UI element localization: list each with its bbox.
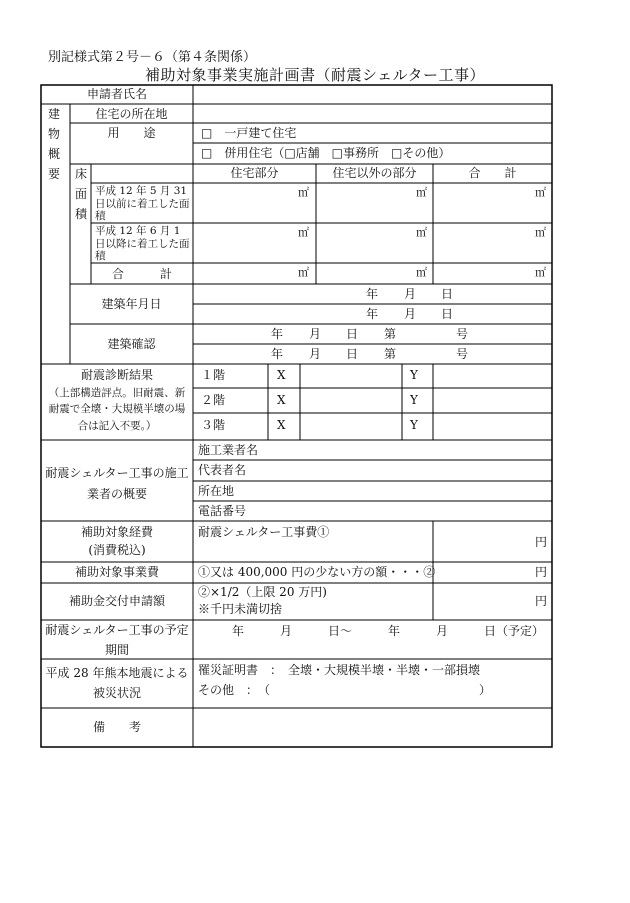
- use-label: 用 途: [107, 126, 156, 140]
- seismic-label: 耐震診断結果: [80, 368, 153, 382]
- applicant-name-field[interactable]: [194, 86, 551, 103]
- area-unit: ㎡: [535, 266, 546, 279]
- applicant-name-label: 申請者氏名: [86, 87, 147, 101]
- confirmation-no-prefix: 第: [384, 347, 397, 361]
- date-year: 年: [366, 287, 379, 301]
- floor-area-label-char-3: 積: [75, 207, 88, 221]
- floor-area-label-char-1: 床: [75, 167, 88, 181]
- section-label-char-3: 概: [48, 147, 61, 161]
- remarks-label: 備 考: [92, 720, 141, 734]
- seismic-floor-2: ２階: [201, 393, 226, 407]
- row-label-area-total: 合 計: [111, 267, 172, 281]
- eligible-cost-tax-note: (消費税込): [88, 543, 146, 557]
- damage-label: 平成 28 年熊本地震による被災状況: [45, 666, 189, 701]
- construction-date-label: 建築年月日: [101, 297, 162, 311]
- col-header-total: 合 計: [468, 166, 517, 180]
- seismic-x-label: X: [277, 393, 286, 407]
- grant-label: 補助金交付申請額: [68, 594, 165, 608]
- contractor-name-label: 施工業者名: [198, 443, 259, 457]
- area-unit: ㎡: [298, 266, 309, 279]
- area-unit: ㎡: [535, 226, 546, 239]
- floor-area-label-char-2: 面: [75, 187, 88, 201]
- seismic-y-label: Y: [410, 368, 418, 382]
- seismic-floor-3: ３階: [201, 418, 226, 432]
- area-unit: ㎡: [416, 266, 427, 279]
- section-label-char-1: 建: [48, 107, 61, 121]
- confirmation-no-prefix: 第: [384, 327, 397, 341]
- area-unit: ㎡: [416, 226, 427, 239]
- yen-unit: 円: [535, 594, 548, 608]
- contractor-address-label: 所在地: [198, 484, 235, 498]
- area-unit: ㎡: [535, 186, 546, 199]
- row-label-after-2000: 平成 12 年 6 月 1 日以降に着工した面積: [95, 225, 190, 263]
- section-label-char-2: 物: [48, 127, 61, 141]
- col-header-residential: 住宅部分: [230, 166, 279, 180]
- seismic-y-label: Y: [410, 393, 418, 407]
- date-month: 月: [404, 307, 417, 321]
- confirmation-day: 日: [346, 347, 359, 361]
- project-cost-label: 補助対象事業費: [74, 565, 159, 579]
- damage-other-label: その他 ： （: [198, 683, 271, 697]
- confirmation-year: 年: [271, 327, 284, 341]
- yen-unit: 円: [535, 565, 548, 579]
- damage-certificate-options: 罹災証明書 ： 全壊・大規模半壊・半壊・一部損壊: [198, 663, 481, 677]
- seismic-x-label: X: [277, 368, 286, 382]
- area-unit: ㎡: [298, 186, 309, 199]
- grant-item-rounding: ※千円未満切捨: [198, 602, 283, 616]
- remarks-field[interactable]: [194, 709, 551, 746]
- row-label-before-2000: 平成 12 年 5 月 31 日以前に着工した面積: [95, 185, 190, 223]
- contractor-phone-label: 電話番号: [198, 504, 247, 518]
- location-field[interactable]: [194, 105, 551, 122]
- yen-unit: 円: [535, 535, 548, 549]
- location-label: 住宅の所在地: [95, 107, 168, 121]
- form-number: 別記様式第２号－６（第４条関係）: [48, 50, 257, 65]
- contractor-rep-label: 代表者名: [198, 463, 247, 477]
- seismic-note: （上部構造評点。旧耐震、新耐震で全壊・大規模半壊の場合は記入不要。）: [48, 387, 186, 432]
- contractor-label: 耐震シェルター工事の施工業者の概要: [45, 466, 189, 501]
- date-day: 日: [441, 307, 454, 321]
- damage-other-close: ）: [479, 683, 492, 697]
- date-month: 月: [404, 287, 417, 301]
- project-cost-item: ①又は 400,000 円の少ない方の額・・・②: [198, 565, 436, 579]
- date-year: 年: [366, 307, 379, 321]
- eligible-cost-label: 補助対象経費: [80, 525, 153, 539]
- use-option-detached[interactable]: □ 一戸建て住宅: [201, 126, 297, 140]
- confirmation-no-suffix: 号: [456, 327, 469, 341]
- schedule-period: 年 月 日～ 年 月 日（予定）: [232, 624, 545, 638]
- seismic-y-label: Y: [410, 418, 418, 432]
- confirmation-month: 月: [309, 347, 322, 361]
- eligible-cost-item: 耐震シェルター工事費①: [198, 525, 330, 539]
- confirmation-year: 年: [271, 347, 284, 361]
- col-header-non-residential: 住宅以外の部分: [332, 166, 417, 180]
- use-option-mixed[interactable]: □ 併用住宅（□店舗 □事務所 □その他）: [201, 146, 451, 160]
- confirmation-no-suffix: 号: [456, 347, 469, 361]
- confirmation-month: 月: [309, 327, 322, 341]
- page-title: 補助対象事業実施計画書（耐震シェルター工事）: [144, 66, 486, 84]
- seismic-x-label: X: [277, 418, 286, 432]
- grant-item-formula: ②×1/2（上限 20 万円): [198, 585, 327, 599]
- date-day: 日: [441, 287, 454, 301]
- seismic-floor-1: １階: [201, 368, 226, 382]
- confirmation-day: 日: [346, 327, 359, 341]
- section-label-char-4: 要: [48, 167, 61, 181]
- area-unit: ㎡: [298, 226, 309, 239]
- area-unit: ㎡: [416, 186, 427, 199]
- schedule-label: 耐震シェルター工事の予定期間: [45, 623, 189, 657]
- building-confirmation-label: 建築確認: [107, 337, 156, 351]
